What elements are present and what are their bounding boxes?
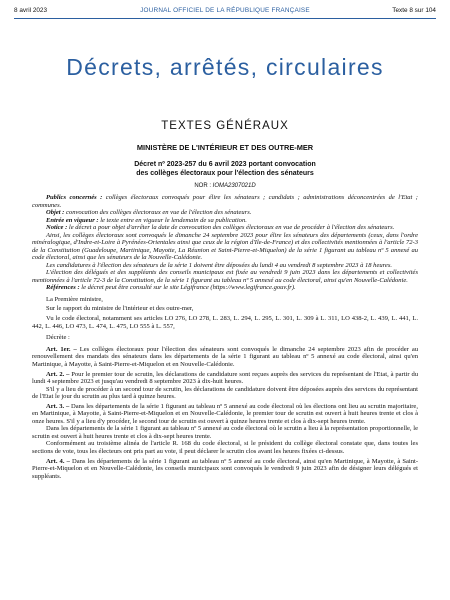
entree-text: le texte entre en vigueur le lendemain de sa publication. [98,216,247,224]
objet-label: Objet : [46,209,65,216]
notice-paragraph-2: Les candidatures à l'élection des sénateurs de la série 1 doivent être déposées du lundi 4 au vendredi 8 septembre 2023 à 18 heures. [46,261,393,269]
decree-body [32,194,418,480]
header-page-number: Texte 8 sur 104 [392,7,436,14]
article-1-text: Les collèges électoraux pour l'élection des sénateurs sont convoqués le dimanche 24 septembre 2023 afin de procéder au renouvellement des mandats des sénateurs dans les départements de la série 1 figurant au tableau nº 5 annexé au code électoral, ainsi qu'en Martinique, à Mayotte, à Saint-Pierre-et-Miquelon et en Nouvelle-Calédonie. [32,345,419,368]
article-1 [32,346,418,369]
header-journal-title: JOURNAL OFFICIEL DE LA RÉPUBLIQUE FRANÇAISE [140,7,310,14]
article-2-paragraph-2: S'il y a lieu de procéder à un second tour de scrutin, les déclarations de candidature doivent être déposées auprès des services du représentant de l'Etat le jour du scrutin au plus tard à quinze heures. [32,385,418,401]
public-label: Publics concernés : [46,194,103,201]
article-3 [32,403,418,426]
decree-title-line-1: Décret nº 2023-257 du 6 avril 2023 portant convocation [134,161,316,168]
article-1-label: Art. 1er. – [46,345,77,353]
notice-objet [32,209,418,217]
entree-label: Entrée en vigueur : [46,216,99,224]
notice-entree [32,217,418,225]
decrete-line: Décrète : [46,334,70,342]
references-label: Références : [46,284,80,291]
references-text: le décret peut être consulté sur le site Légifrance (https://www.legifrance.gouv.fr). [79,284,296,291]
notice-paragraph-1: Ainsi, les collèges électoraux sont convoqués le dimanche 24 septembre 2023 pour élire les sénateurs des départements (ceux, dans l'ordre minéralogique, d'Indre-et-Loire à Pyrénées-Orientales ainsi que ceux de la région d'Ile-de-France) et des collectivités mentionnées à l'article 72-3 de la Constitution (Guadeloupe, Martinique, Mayotte, La Réunion et Saint-Pierre-et-Miquelon) de la série 1 figurant au tableau nº 5 annexé au code électoral, ainsi que les sénateurs de la Nouvelle-Calédonie. [32,231,418,261]
article-4 [32,458,418,481]
article-3-text: Dans les départements de la série 1 figurant au tableau nº 5 annexé au code électoral où les élections ont lieu au scrutin majoritaire, en Martinique, à Mayotte, à Saint-Pierre-et-Miquelon et en Nouvelle-Calédonie, le premier tour de scrutin est ouvert à huit heures trente et clos à onze heures. S'il y a lieu d'y procéder, le second tour de scrutin est ouvert à quinze heures trente et clos à dix-sept heures trente. [32,402,418,425]
visa-line: Vu le code électoral, notamment ses articles LO 276, LO 278, L. 283, L. 294, L. 295, L. 301, L. 309 à L. 311, LO 438-2, L. 439, L. 441, L. 442, L. 446, LO 473, L. 474, L. 475, LO 555 à L. 557, [32,315,418,330]
header-divider [14,18,436,19]
decree-title-line-2: des collèges électoraux pour l'élection des sénateurs [136,169,314,177]
notice-paragraph-3: L'élection des délégués et des suppléants des conseils municipaux est fixée au vendredi 9 juin 2023 dans les départements et collectivités mentionnées à l'article 72-3 de la Constitution, de la série 1 figurant au tableau nº 5 annexé au code électoral, ainsi qu'en Nouvelle-Calédonie. [32,269,418,284]
nor-reference [0,183,450,189]
article-2-text: Pour le premier tour de scrutin, les déclarations de candidature sont reçues auprès des services du représentant de l'Etat, à partir du lundi 4 septembre 2023 et jusqu'au vendredi 8 septembre 2023 à dix-huit heures. [32,370,418,386]
notice-text: le décret a pour objet d'arrêter la date de convocation des collèges électoraux en vue de procéder à l'élection des sénateurs. [67,224,395,231]
ministry-heading: MINISTÈRE DE L'INTÉRIEUR ET DES OUTRE-MER [136,143,314,152]
decree-title [60,161,390,178]
article-3-label: Art. 3. – [46,402,70,410]
notice-references [32,284,418,292]
objet-text: convocation des collèges électoraux en vue de l'élection des sénateurs. [64,209,252,216]
page-header [14,6,436,18]
nor-label: NOR : [194,183,211,189]
subsection-title: TEXTES GÉNÉRAUX [161,120,289,132]
notice-label: Notice : [46,224,68,231]
article-2 [32,371,418,386]
article-3-paragraph-3: Conformément au troisième alinéa de l'article R. 168 du code électoral, si le président du collège électoral constate que, dans toutes les sections de vote, tous les électeurs ont pris part au vote, il peut déclarer le scrutin clos avant les heures fixées ci-dessus. [32,440,418,455]
header-date: 8 avril 2023 [14,7,48,14]
article-4-label: Art. 4. – [46,457,70,465]
public-text: collèges électoraux convoqués pour élire les sénateurs ; candidats ; administrations déconcentrées de l'Etat ; communes. [32,194,418,209]
prime-minister: La Première ministre, [46,295,103,303]
report-line: Sur le rapport du ministre de l'intérieur et des outre-mer, [46,305,194,313]
article-4-text: Dans les départements de la série 1 figurant au tableau nº 5 annexé au code électoral, ainsi qu'en Martinique, à Mayotte, à Saint-Pierre-et-Miquelon et en Nouvelle-Calédonie, les conseils municipaux sont convoqués le vendredi 9 juin 2023 afin de désigner leurs délégués et suppléants. [32,457,418,480]
nor-code: IOMA2307021D [212,183,256,189]
notice-notice [32,224,418,232]
article-3-paragraph-2: Dans les départements de la série 1 figurant au tableau nº 5 annexé au code électoral où le scrutin a lieu à la représentation proportionnelle, le scrutin est ouvert à huit heures trente et clos à dix-sept heures trente. [32,425,418,440]
article-2-label: Art. 2. – [46,370,70,378]
section-title: Décrets, arrêtés, circulaires [66,54,384,80]
notice-public [32,194,418,209]
